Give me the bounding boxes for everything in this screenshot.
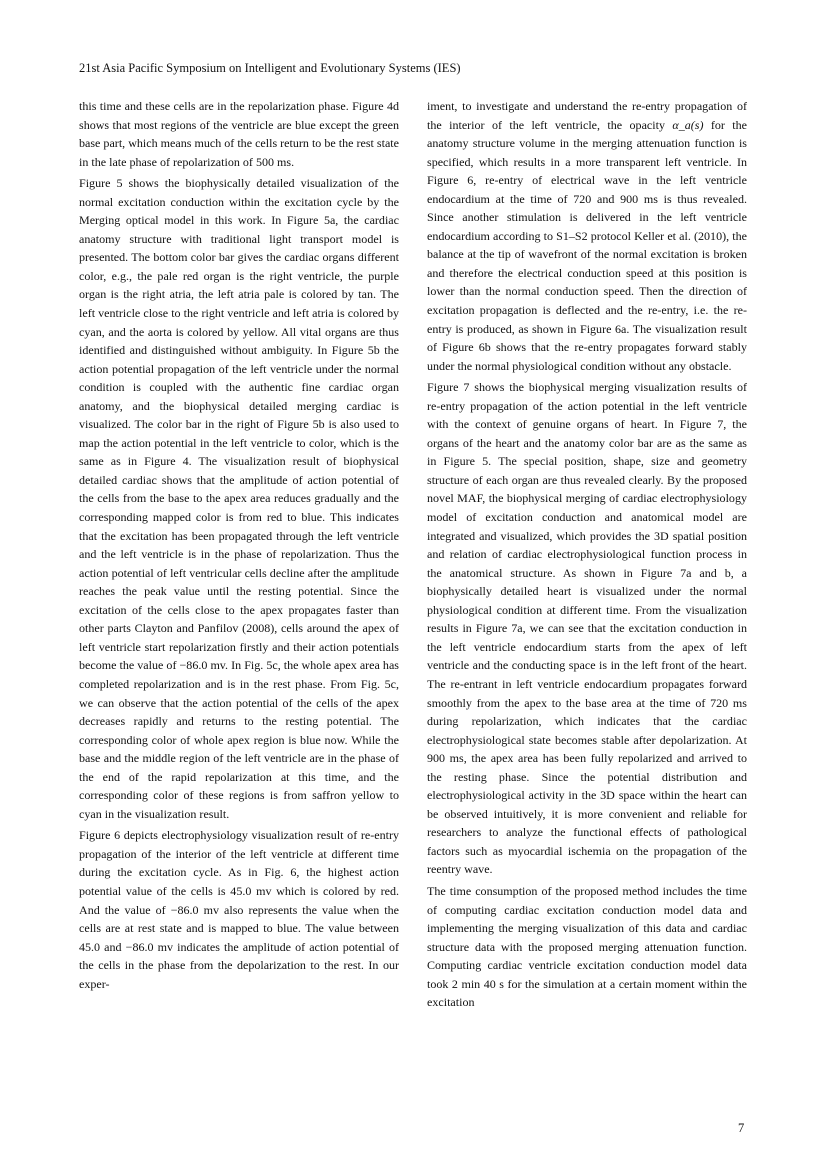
running-header: 21st Asia Pacific Symposium on Intelligent and Evolutionary Systems (IES)	[79, 61, 461, 75]
opacity-symbol: α_a(s)	[672, 117, 704, 132]
paragraph: Figure 6 depicts electrophysiology visualization result of re-entry propagation of the interior of the left ventricle at different time during the excitation cycle. As in Fig. 6, the highest action potential value of the cells is 45.0 mv which is colored by red. And the value of −86.0 mv also represents the value when the cells are at rest state and is mapped to blue. The value between 45.0 and −86.0 mv indicates the amplitude of action potential of the cells in the phase from the depolarization to the rest. In our exper-	[79, 828, 399, 991]
right-column	[427, 97, 747, 1012]
paragraph: Figure 5 shows the biophysically detailed visualization of the normal excitation conduction within the excitation cycle by the Merging optical model in this work. In Figure 5a, the cardiac anatomy structure with traditional light transport model is presented. The bottom color bar gives the cardiac organs different color, e.g., the pale red organ is the right ventricle, the purple organ is the right atria, the left atria pale is colored by tan. The left ventricle close to the right ventricle and left atria is colored by cyan, and the aorta is colored by yellow. All vital organs are thus identified and distinguished without ambiguity. In Figure 5b the action potential propagation of the left ventricle under the normal condition is coupled with the authentic fine cardiac organ anatomy, and the biophysical detailed merging cardiac is visualized. The color bar in the right of Figure 5b is also used to map the action potential in the left ventricle to color, which is the same as in Figure 4. The visualization result of biophysical detailed cardiac shows that the amplitude of action potential of the cells from the base to the apex area reduces gradually and the corresponding mapped color is from red to blue. This indicates that the excitation has been propagated through the left ventricle and the left ventricle is in the phase of repolarization. Thus the action potential of left ventricular cells decline after the amplitude reaches the peak value until the resting potential. Since the excitation of the cells close to the apex propagates faster than other parts Clayton and Panfilov (2008), cells around the apex of left ventricle start repolarization firstly and their action potentials become the value of −86.0 mv. In Fig. 5c, the whole apex area has completed repolarization and is in the rest phase. From Fig. 5c, we can observe that the action potential of the cells of the apex decreases rapidly and returns to the resting potential. The corresponding color of whole apex region is blue now. While the base and the middle region of the left ventricle are in the phase of the end of the rapid repolarization at this time, and the corresponding color of these regions is from saffron yellow to cyan in the visualization result.	[79, 176, 399, 821]
paragraph-text: iment, to investigate and understand the re-entry propagation of the interior of the left ventricle, the opacity	[427, 99, 747, 132]
paragraph-text: for the anatomy structure volume in the merging attenuation function is specified, which results in a more transparent left ventricle. In Figure 6, re-entry of electrical wave in the left ventricle endocardium at the time of 720 and 900 ms is thus revealed. Since another stimulation is delivered in the left ventricle endocardium according to S1–S2 protocol Keller et al. (2010), the balance at the tip of wavefront of the normal excitation is broken and therefore the electrical conduction speed at this position is lower than the normal conduction speed. Then the direction of excitation propagation is deflected and the re-entry, i.e. the re-entry is produced, as shown in Figure 6a. The visualization result of Figure 6b shows that the re-entry propagates forward stably under the normal physiological condition without any obstacle.	[427, 117, 747, 373]
page-number: 7	[738, 1121, 745, 1135]
paragraph: The time consumption of the proposed method includes the time of computing cardiac excitation conduction model data and implementing the merging visualization of this data and cardiac structure data with the proposed merging attenuation function. Computing cardiac ventricle excitation conduction model data took 2 min 40 s for the simulation at a certain moment within the excitation	[427, 883, 747, 1010]
paragraph	[427, 97, 747, 375]
paragraph: this time and these cells are in the repolarization phase. Figure 4d shows that most regions of the ventricle are blue except the green base part, which means much of the cells return to be the rest state in the late phase of repolarization of 500 ms.	[79, 99, 399, 169]
paragraph: Figure 7 shows the biophysical merging visualization results of re-entry propagation of the action potential in the left ventricle with the context of genuine organs of heart. In Figure 7, the organs of the heart and the anatomy color bar are as the same as in Figure 5. The special position, shape, size and geometry structure of each organ are thus revealed clearly. By the proposed novel MAF, the biophysical merging of cardiac electrophysiology model of excitation conduction and anatomical model are integrated and visualized, which provides the 3D spatial position and relation of cardiac electrophysiological function process in the anatomical structure. As shown in Figure 7a and b, a biophysically detailed heart is visualized under the normal physiological condition at different time. From the visualization results in Figure 7a, we can see that the excitation conduction in the left ventricle endocardium starts from the apex of left ventricle and the conducting space is in the left front of the heart. The re-entrant in left ventricle endocardium propagates forward smoothly from the apex to the base area at the time of 720 ms during repolarization, which indicates that the cardiac electrophysiological state becomes stable after depolarization. At 900 ms, the apex area has been fully repolarized and arrived to the resting phase. Since the potential distribution and electrophysiological activity in the 3D space within the heart can be observed intuitively, it is more convenient and reliable for researchers to analyze the functional effects of pathological factors such as myocardial ischemia on the propagation of the reentry wave.	[427, 380, 747, 877]
left-column	[79, 97, 399, 993]
